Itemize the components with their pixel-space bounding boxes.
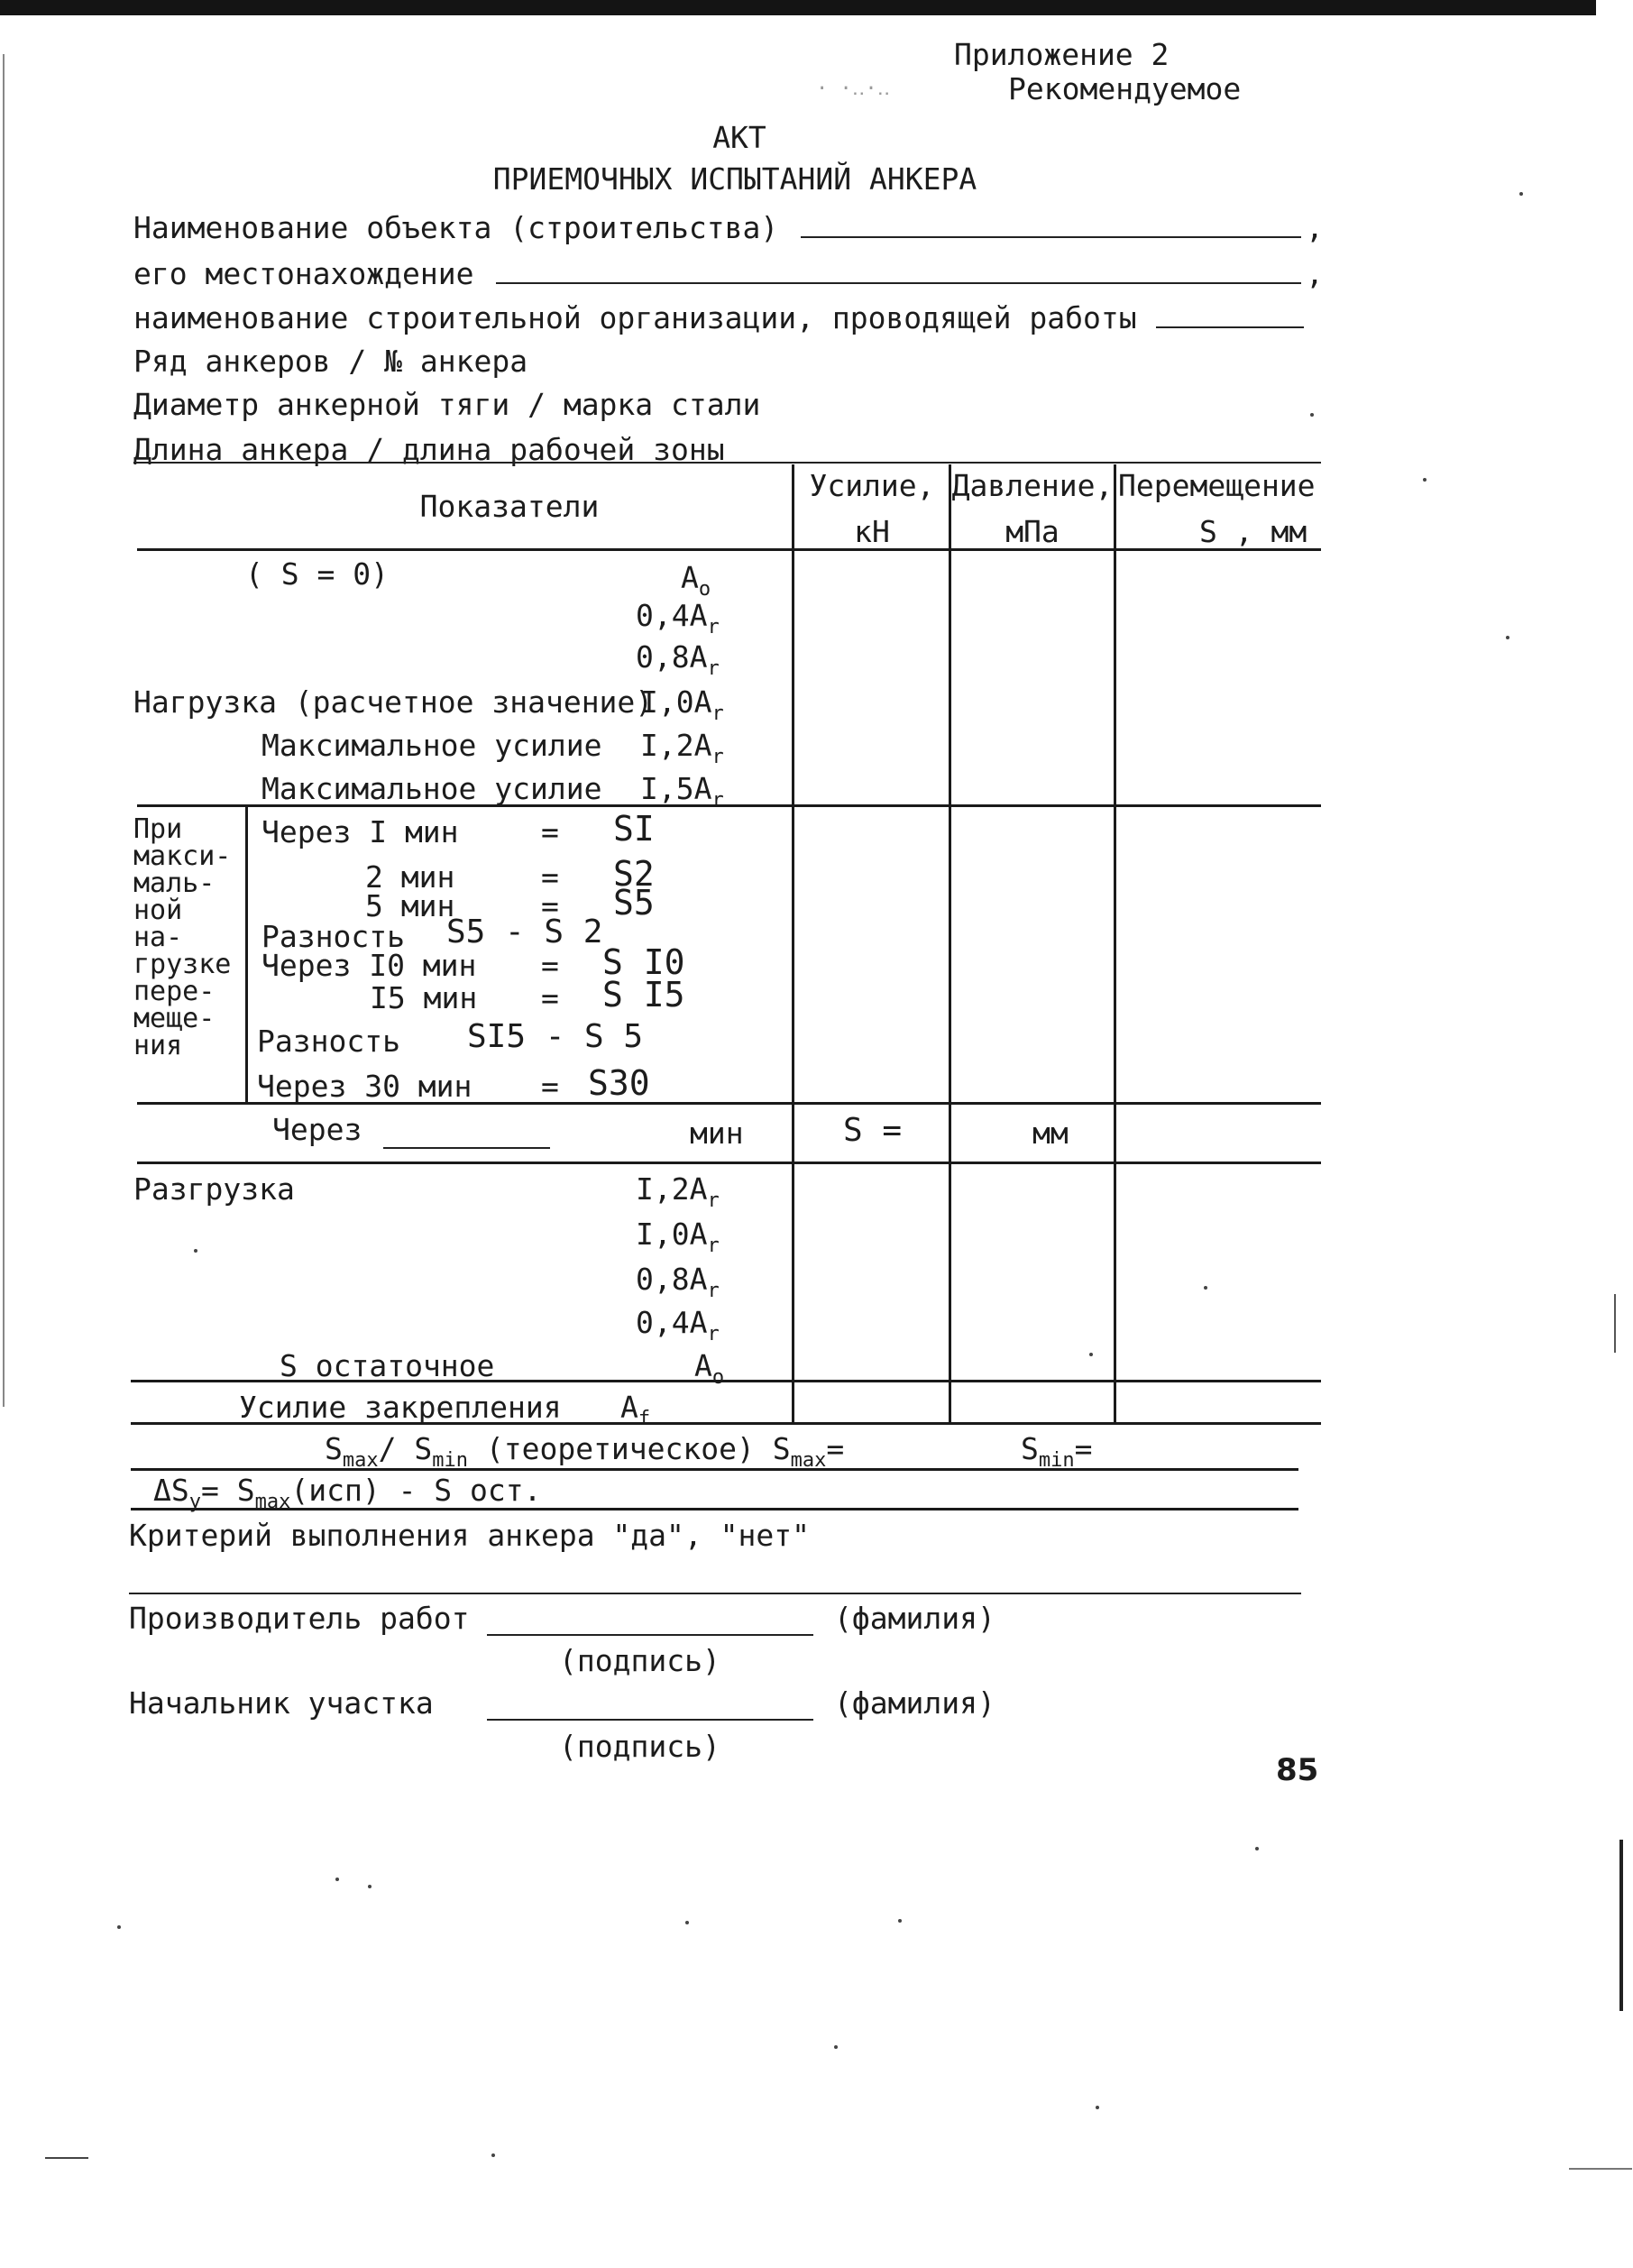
top-scan-bar	[0, 0, 1596, 15]
doc-subtitle: ПРИЕМОЧНЫХ ИСПЫТАНИЙ АНКЕРА	[492, 161, 977, 197]
side-label-divider	[245, 804, 248, 1102]
header-pressure-unit: мПа	[1005, 514, 1060, 549]
length-label: Длина анкера / длина рабочей зоны	[133, 432, 725, 467]
diff-2-value: SI5 - S 5	[467, 1018, 644, 1055]
criterion-label: Критерий выполнения анкера "да", "нет"	[129, 1518, 810, 1553]
chief-signature: (подпись)	[559, 1729, 720, 1764]
through-1-min-label: Через I мин	[261, 814, 459, 849]
through-s-eq: S =	[843, 1112, 903, 1149]
theory-rule	[131, 1468, 1298, 1471]
unload-04-value: $0,4A_r$	[636, 1305, 720, 1345]
recommended-label: Рекомендуемое	[1008, 71, 1242, 106]
min-5-label: 5 мин	[365, 888, 455, 923]
diameter-label: Диаметр анкерной тяги / марка стали	[133, 387, 761, 422]
chief-line[interactable]	[487, 1719, 813, 1721]
unload-rule	[131, 1380, 1321, 1382]
scan-speck	[1255, 1847, 1259, 1850]
s30-value: S30	[588, 1063, 650, 1103]
object-name-label: Наименование объекта (строительства)	[133, 210, 779, 245]
header-force: Усилие,	[809, 468, 935, 503]
side-label-line: меще-	[133, 1003, 216, 1034]
foreman-surname: (фамилия)	[834, 1601, 995, 1636]
foreman-signature: (подпись)	[559, 1643, 720, 1678]
eq-sign: =	[541, 814, 559, 849]
location-label: его местонахождение	[133, 256, 474, 291]
col-divider-1	[792, 464, 794, 1422]
left-scan-mark	[45, 2157, 88, 2159]
diff-1-label: Разность	[261, 919, 405, 954]
through-minutes-line[interactable]	[383, 1147, 550, 1149]
s1-value: SI	[613, 809, 655, 849]
scan-speck	[117, 1925, 121, 1929]
anchor-row-label: Ряд анкеров / № анкера	[133, 344, 528, 379]
scan-speck	[1310, 413, 1314, 417]
side-label-line: макси-	[133, 840, 232, 872]
load-04-value: $0,4A_r$	[636, 598, 720, 638]
load-10-label: Нагрузка (расчетное значение)	[133, 684, 654, 720]
delta-rule	[131, 1508, 1298, 1510]
through-10-min-label: Через I0 мин	[261, 948, 477, 983]
through-min-unit: мин	[690, 1116, 744, 1151]
header-indicators: Показатели	[419, 489, 600, 524]
max-load-rule	[137, 1102, 1321, 1105]
unload-12-value: $I,2A_r$	[636, 1171, 720, 1212]
right-scan-mark	[1614, 1294, 1616, 1353]
foreman-label: Производитель работ	[129, 1601, 470, 1636]
location-line[interactable]	[496, 282, 1301, 284]
length-line	[133, 462, 1321, 464]
eq-sign: =	[541, 948, 559, 983]
unload-label: Разгрузка	[133, 1171, 295, 1207]
side-label-line: ной	[133, 895, 183, 926]
s-zero-label: ( S = 0)	[245, 556, 389, 592]
theory-row: $S_{max}/$ $S_{min}$ (теоретическое) $S_{max}=$	[325, 1431, 845, 1472]
eq-sign: =	[541, 1069, 559, 1104]
load-12-label: Максимальное усилие	[261, 728, 602, 763]
organization-line[interactable]	[1156, 326, 1304, 328]
diff-2-label: Разность	[257, 1024, 400, 1059]
header-force-unit: кН	[854, 514, 890, 549]
unload-10-value: $I,0A_r$	[636, 1217, 720, 1257]
scan-speck	[1096, 2106, 1099, 2109]
through-label: Через	[272, 1112, 362, 1147]
scan-speck	[368, 1885, 372, 1888]
min-15-label: I5 мин	[370, 980, 478, 1015]
comma-2: ,	[1306, 256, 1324, 291]
load-15-label: Максимальное усилие	[261, 771, 602, 806]
scan-speck	[1506, 636, 1509, 639]
header-displacement: Перемещение	[1118, 468, 1316, 503]
organization-label: наименование строительной организации, проводящей работы	[133, 300, 1137, 335]
scan-speck	[335, 1878, 339, 1881]
side-label-line: ния	[133, 1030, 183, 1061]
load-08-value: $0,8A_r$	[636, 639, 720, 680]
scan-speck	[1204, 1286, 1207, 1290]
unload-08-value: $0,8A_r$	[636, 1262, 720, 1302]
criterion-line[interactable]	[129, 1593, 1301, 1594]
through-row-rule	[137, 1162, 1321, 1164]
a0-value: $A_o$	[681, 560, 711, 601]
s5-value: S5	[613, 883, 655, 923]
eq-sign: =	[541, 888, 559, 923]
residual-label: S остаточное	[280, 1348, 495, 1383]
header-pressure: Давление,	[951, 468, 1114, 503]
diff-1-value: S5 - S 2	[446, 914, 603, 950]
header-displacement-unit: S , мм	[1199, 514, 1307, 549]
appendix-label: Приложение 2	[954, 37, 1170, 72]
scan-speck	[1519, 192, 1523, 196]
fixing-af: $A_f$	[620, 1390, 651, 1430]
scan-noise: · ·‥·‥	[816, 78, 891, 100]
col-divider-2	[949, 464, 951, 1422]
side-label-line: маль-	[133, 868, 216, 899]
side-label-line: грузке	[133, 949, 232, 980]
load-15-value: $I,5A_r$	[640, 771, 724, 812]
right-scan-mark	[1569, 2168, 1632, 2170]
side-label-line: пере-	[133, 976, 216, 1007]
min-2-label: 2 мин	[365, 859, 455, 895]
foreman-line[interactable]	[487, 1634, 813, 1636]
fixing-rule	[131, 1422, 1321, 1425]
load-section-rule	[137, 804, 1321, 807]
eq-sign: =	[541, 859, 559, 895]
through-mm-unit: мм	[1032, 1116, 1069, 1151]
chief-label: Начальник участка	[129, 1685, 434, 1721]
theory-smin: $S_{min}=$	[1021, 1431, 1093, 1472]
side-label-line: При	[133, 813, 183, 845]
scan-speck	[834, 2045, 838, 2049]
header-rule	[137, 548, 1321, 551]
col-divider-3	[1114, 464, 1116, 1422]
right-scan-mark	[1619, 1840, 1623, 2011]
doc-title: АКТ	[712, 120, 766, 155]
comma-1: ,	[1306, 210, 1324, 245]
left-scan-edge	[3, 54, 5, 1407]
s2-value: S2	[613, 854, 655, 894]
residual-a0: $A_o$	[694, 1348, 725, 1389]
scan-speck	[898, 1919, 902, 1923]
through-30-min-label: Через 30 мин	[257, 1069, 472, 1104]
eq-sign: =	[541, 980, 559, 1015]
page-number: 85	[1276, 1752, 1319, 1788]
scan-speck	[194, 1249, 197, 1253]
s15-value: S I5	[602, 975, 685, 1015]
scan-speck	[1089, 1353, 1093, 1356]
s10-value: S I0	[602, 942, 685, 982]
side-label-line: на-	[133, 922, 183, 953]
side-label	[133, 813, 243, 1061]
scan-speck	[491, 2153, 495, 2157]
fixing-label: Усилие закрепления	[239, 1390, 562, 1425]
scan-speck	[685, 1921, 689, 1924]
object-name-line[interactable]	[801, 236, 1301, 238]
scan-speck	[1423, 478, 1427, 482]
delta-row: $\Delta S_y= S_{max}(исп) - S$ ост.	[153, 1473, 542, 1513]
chief-surname: (фамилия)	[834, 1685, 995, 1721]
load-12-value: $I,2A_r$	[640, 728, 724, 768]
load-10-value: $I,0A_r$	[640, 684, 724, 725]
